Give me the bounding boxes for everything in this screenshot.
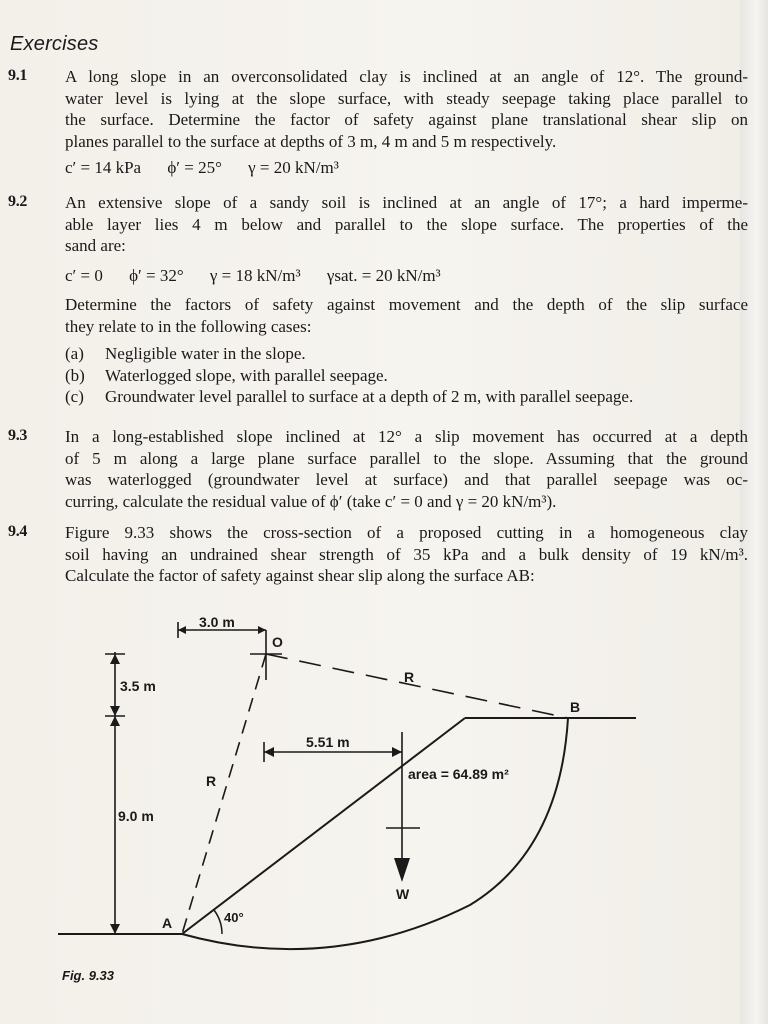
text-line: the surface. Determine the factor of safety against plane translational shear slip on — [65, 110, 748, 129]
text-line: A long slope in an overconsolidated clay is inclined at an angle of 12°. The ground- — [65, 67, 748, 86]
exercise-text — [65, 192, 748, 408]
label-b: B — [570, 699, 581, 715]
list-item: (a) Negligible water in the slope. — [65, 344, 306, 363]
arrowhead — [110, 654, 120, 664]
exercise-number: 9.2 — [8, 193, 28, 210]
radius-line-oa — [182, 654, 266, 934]
label-w: W — [396, 886, 410, 902]
exercise-number: 9.4 — [8, 523, 28, 540]
figure-caption: Fig. 9.33 — [62, 968, 115, 983]
property: c′ = 0 — [65, 265, 103, 285]
label-r-top: R — [404, 669, 415, 685]
property: ϕ′ = 25° — [167, 158, 222, 177]
text-line: Calculate the factor of safety against shear slip along the surface AB: — [65, 566, 535, 585]
arrowhead — [258, 626, 266, 634]
list-item: (c) Groundwater level parallel to surface at a depth of 2 m, with parallel seepage. — [65, 387, 634, 406]
arrowhead — [110, 706, 120, 716]
arrowhead — [392, 747, 402, 757]
label-angle: 40° — [224, 910, 244, 925]
soil-properties — [65, 265, 748, 287]
text-line: able layer lies 4 m below and parallel to the slope surface. The properties of the — [65, 214, 748, 234]
exercise-number: 9.1 — [8, 67, 28, 84]
text-line: Figure 9.33 shows the cross-section of a proposed cutting in a homogeneous clay — [65, 523, 748, 542]
weight-arrowhead — [394, 858, 410, 882]
text-line: planes parallel to the surface at depths of 3 m, 4 m and 5 m respectively. — [65, 131, 557, 151]
text-line: was waterlogged (groundwater level at surface) and that parallel seepage was oc- — [65, 470, 748, 489]
label-3m: 3.0 m — [199, 614, 235, 630]
radius-line-ob — [266, 654, 568, 718]
label-a: A — [162, 915, 173, 931]
text-line: of 5 m along a large plane surface parallel to the slope. Assuming that the ground — [65, 448, 748, 468]
exercise-text — [65, 522, 748, 587]
text-line: water level is lying at the slope surface, with steady seepage taking place parallel to — [65, 88, 748, 108]
label-5-51m: 5.51 m — [306, 734, 350, 750]
exercise-number: 9.3 — [8, 427, 28, 444]
property: γ = 20 kN/m³ — [248, 158, 339, 177]
text-line: soil having an undrained shear strength of 35 kPa and a bulk density of 19 kN/m³. — [65, 544, 748, 564]
property: c′ = 14 kPa — [65, 158, 142, 177]
arrowhead — [110, 924, 120, 934]
property: γsat. = 20 kN/m³ — [326, 265, 441, 285]
text-line: curring, calculate the residual value of ϕ′ (take c′ = 0 and γ = 20 kN/m³). — [65, 491, 557, 511]
arrowhead — [178, 626, 186, 634]
text-line: In a long-established slope inclined at 12° a slip movement has occurred at a depth — [65, 427, 748, 446]
label-3-5m: 3.5 m — [120, 678, 156, 694]
exercise-text — [65, 66, 748, 179]
arrowhead — [264, 747, 274, 757]
label-o: O — [272, 634, 283, 650]
label-area: area = 64.89 m² — [408, 766, 509, 782]
arrowhead — [110, 716, 120, 726]
text-line: Determine the factors of safety against movement and the depth of the slip surface — [65, 295, 748, 314]
label-r-left: R — [206, 773, 217, 789]
angle-arc — [214, 910, 222, 934]
slope-face — [182, 718, 465, 934]
section-heading: Exercises — [10, 33, 99, 55]
property: γ = 18 kN/m³ — [209, 265, 301, 285]
exercise-text — [65, 426, 748, 512]
case-list — [65, 343, 748, 408]
label-9m: 9.0 m — [118, 808, 154, 824]
figure-9-33 — [0, 600, 740, 1000]
text-line: An extensive slope of a sandy soil is inclined at an angle of 17°; a hard imperme- — [65, 193, 748, 212]
list-item: (b) Waterlogged slope, with parallel seepage. — [65, 365, 388, 385]
text-line: they relate to in the following cases: — [65, 316, 312, 336]
soil-properties — [65, 157, 748, 179]
property: ϕ′ = 32° — [129, 265, 184, 285]
text-line: sand are: — [65, 236, 126, 255]
